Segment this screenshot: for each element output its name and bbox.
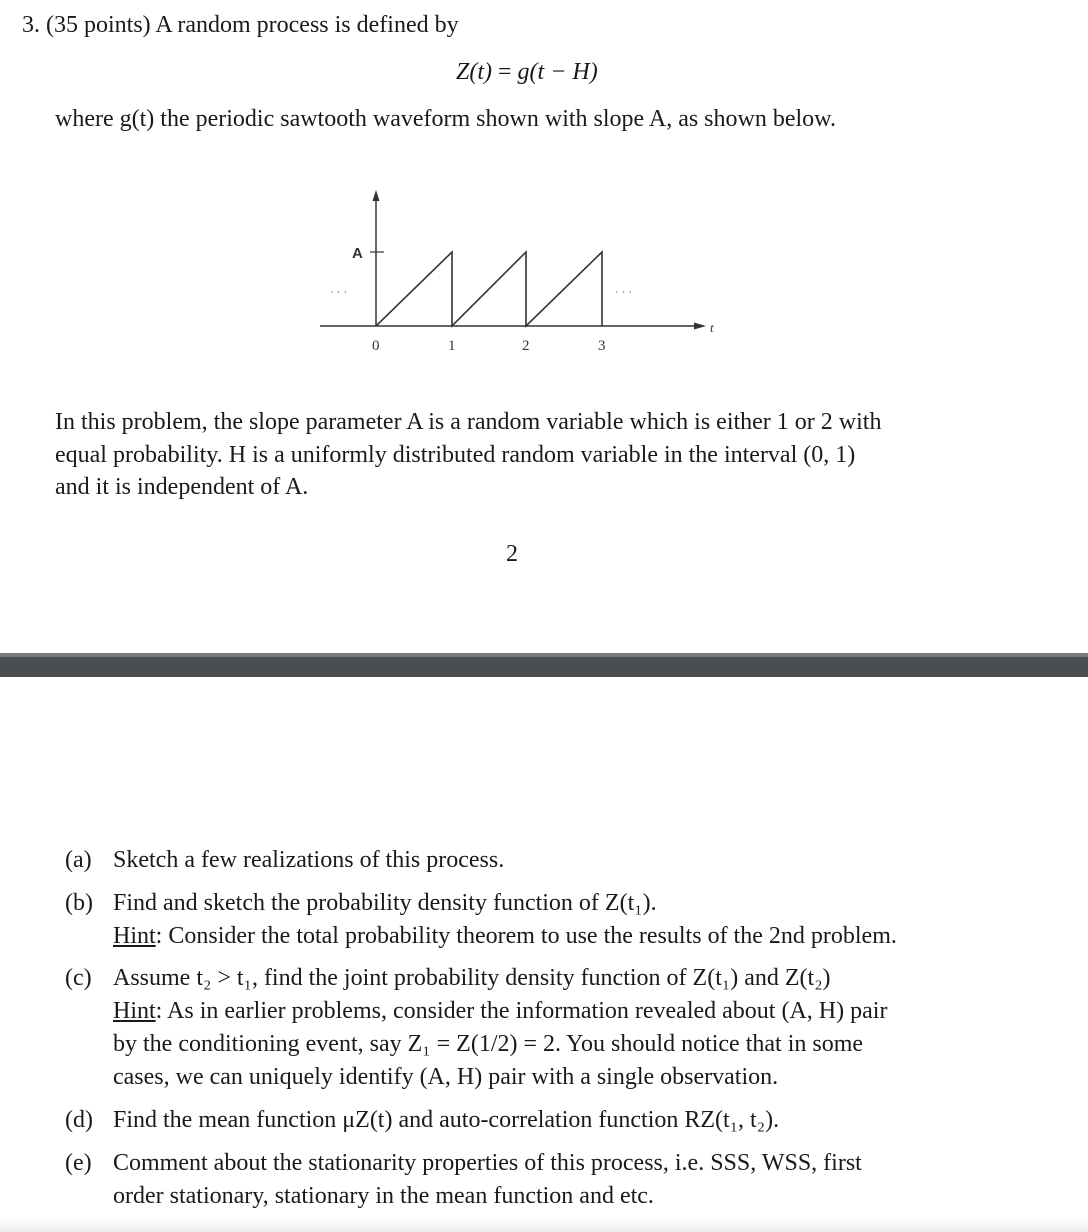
- part-a-text: Sketch a few realizations of this process.: [113, 847, 505, 873]
- part-b-hint-text: : Consider the total probability theorem to use the results of the 2nd problem.: [155, 923, 897, 949]
- part-c: [0, 962, 1088, 1094]
- part-b-text: Find and sketch the probability density function of Z(t₁).: [113, 890, 657, 916]
- time-axis-label: t: [710, 320, 714, 335]
- page-number: 2: [506, 541, 518, 567]
- part-c-hint-line-3: cases, we can uniquely identify (A, H) pair with a single observation.: [113, 1064, 779, 1090]
- part-e-line-1: Comment about the stationarity properties of this process, i.e. SSS, WSS, first: [113, 1150, 862, 1176]
- part-c-text: Assume t₂ > t₁, find the joint probability density function of Z(t₁) and Z(t₂): [113, 965, 831, 991]
- left-ellipsis: · · ·: [330, 286, 348, 298]
- part-d-text: Find the mean function μZ(t) and auto-correlation function RZ(t₁, t₂).: [113, 1107, 780, 1133]
- page-bottom-edge: [0, 1218, 1088, 1232]
- part-d: [0, 1104, 1088, 1137]
- tick-label-0: 0: [372, 338, 380, 354]
- vertical-axis-arrow: [373, 190, 380, 201]
- part-c-hint-line-2: by the conditioning event, say Z₁ = Z(1/2) = 2. You should notice that in some: [113, 1031, 864, 1057]
- equation-lhs: Z(t): [456, 59, 492, 85]
- part-e-line-2: order stationary, stationary in the mean function and etc.: [113, 1183, 654, 1209]
- paragraph-line-2: equal probability. H is a uniformly distributed random variable in the interval (0, 1): [55, 442, 856, 468]
- part-a-label: (a): [65, 847, 92, 873]
- part-c-label: (c): [65, 965, 92, 991]
- equation-equals: =: [492, 59, 518, 85]
- part-a: [0, 844, 1088, 877]
- process-equation: [456, 56, 598, 88]
- problem-header: 3. (35 points) A random process is defined by: [22, 12, 459, 38]
- part-c-hint-line-1: : As in earlier problems, consider the information revealed about (A, H) pair: [155, 998, 888, 1024]
- part-d-label: (d): [65, 1107, 93, 1133]
- equation-rhs: g(t − H): [517, 59, 598, 85]
- part-b-label: (b): [65, 890, 93, 916]
- paragraph-line-3: and it is independent of A.: [55, 474, 309, 500]
- horizontal-axis-arrow: [694, 323, 706, 330]
- sawtooth-figure: [310, 180, 730, 360]
- part-c-hint: [113, 995, 887, 1028]
- part-b-hint: [113, 920, 897, 953]
- tick-label-2: 2: [522, 338, 530, 354]
- part-b: [0, 887, 1088, 953]
- part-e: [0, 1147, 1088, 1213]
- sawtooth-waveform: [376, 252, 602, 326]
- part-b-hint-label: Hint: [113, 923, 156, 949]
- part-e-label: (e): [65, 1150, 92, 1176]
- amplitude-label: A: [352, 245, 363, 262]
- page-separator: [0, 657, 1088, 677]
- tick-label-1: 1: [448, 338, 456, 354]
- right-ellipsis: · · ·: [615, 286, 633, 298]
- waveform-description: where g(t) the periodic sawtooth waveform shown with slope A, as shown below.: [55, 106, 836, 132]
- paragraph-line-1: In this problem, the slope parameter A is a random variable which is either 1 or 2 with: [55, 409, 882, 435]
- tick-label-3: 3: [598, 338, 606, 354]
- part-c-hint-label: Hint: [113, 998, 156, 1024]
